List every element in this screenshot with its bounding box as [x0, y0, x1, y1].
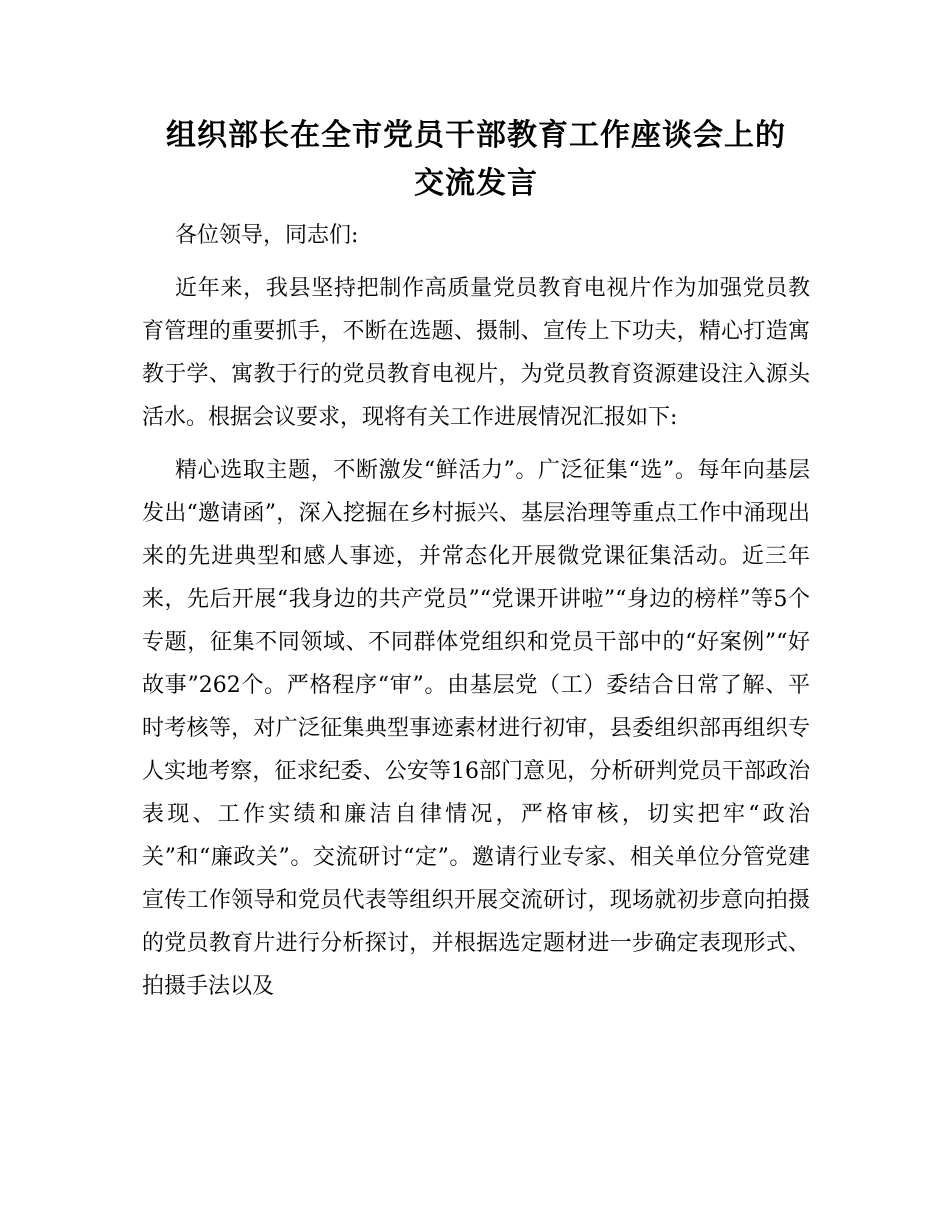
document-body: [142, 214, 810, 1008]
title-line-2: 交流发言: [414, 166, 538, 201]
paragraph-intro: 近年来，我县坚持把制作高质量党员教育电视片作为加强党员教育管理的重要抓手，不断在选题、摄制、宣传上下功夫，精心打造寓教于学、寓教于行的党员教育电视片，为党员教育资源建设注入源头活水。根据会议要求，现将有关工作进展情况汇报如下:: [142, 276, 810, 430]
title-line-1: 组织部长在全市党员干部教育工作座谈会上的: [166, 118, 786, 153]
document-content: [142, 112, 810, 1018]
salutation: 各位领导，同志们:: [175, 223, 359, 248]
document-title: [142, 112, 810, 208]
paragraph-topic-selection: 精心选取主题，不断激发“鲜活力”。广泛征集“选”。每年向基层发出“邀请函”，深入挖掘在乡村振兴、基层治理等重点工作中涌现出来的先进典型和感人事迹，并常态化开展微党课征集活动。近三年来，先后开展“我身边的共产党员”“党课开讲啦”“身边的榜样”等5个专题，征集不同领域、不同群体党组织和党员干部中的“好案例”“好故事”262个。严格程序“审”。由基层党（工）委结合日常了解、平时考核等，对广泛征集典型事迹素材进行初审，县委组织部再组织专人实地考察，征求纪委、公安等16部门意见，分析研判党员干部政治表现、工作实绩和廉洁自律情况，严格审核，切实把牢“政治关”和“廉政关”。交流研讨“定”。邀请行业专家、相关单位分管党建宣传工作领导和党员代表等组织开展交流研讨，现场就初步意向拍摄的党员教育片进行分析探讨，并根据选定题材进一步确定表现形式、拍摄手法以及: [142, 458, 810, 999]
